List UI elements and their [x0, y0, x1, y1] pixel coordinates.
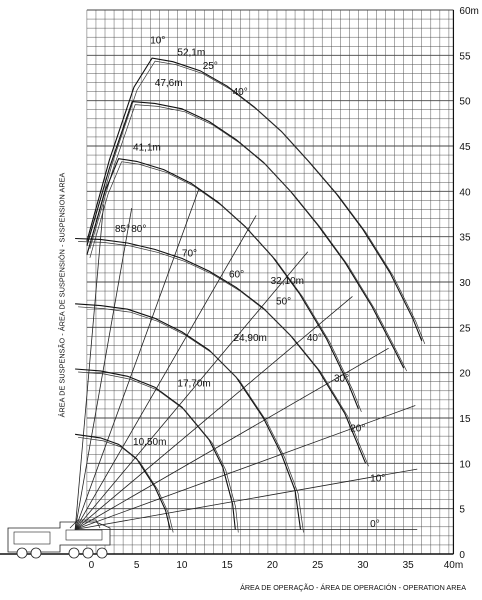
boom-length-label: 47,6m [154, 78, 183, 90]
jib-angle-label: 40° [232, 87, 248, 99]
chart-labels [89, 6, 479, 571]
angle-lines [75, 189, 417, 530]
boom-length-label: 10,50m [133, 437, 167, 449]
angle-line [75, 469, 417, 529]
y-tick-label: 45 [459, 142, 471, 153]
angle-label: 80° [131, 224, 147, 236]
angle-label: 85° [114, 224, 131, 236]
boom-length-label: 41,1m [133, 142, 161, 154]
y-axis-title: ÁREA DE SUSPENSÃO - ÁREA DE SUSPENSIÓN - SUSPENSION AREA [57, 172, 67, 418]
y-tick-label: 60m [459, 6, 479, 17]
angle-label: 60° [228, 269, 245, 281]
x-tick-label: 10 [176, 560, 188, 571]
series-line [78, 437, 173, 532]
y-tick-label: 20 [459, 368, 471, 380]
angle-label: 70° [181, 248, 198, 260]
x-tick-label: 20 [266, 560, 278, 571]
x-tick-label: 0 [88, 560, 95, 571]
angle-label: 10° [370, 473, 386, 485]
series-line [78, 242, 369, 467]
boom-length-label: 32,10m [270, 275, 304, 287]
angle-line [75, 189, 199, 530]
y-tick-label: 30 [459, 278, 471, 289]
y-tick-label: 35 [459, 232, 471, 244]
boom-length-label: 24,90m [233, 332, 267, 344]
y-tick-label: 5 [459, 504, 465, 516]
angle-label: 0° [370, 518, 380, 530]
y-tick-label: 25 [459, 323, 471, 335]
x-tick-label: 15 [221, 560, 233, 571]
y-tick-label: 15 [459, 414, 471, 425]
boom-length-label: 52,1m [177, 47, 206, 59]
x-tick-label: 30 [357, 560, 369, 571]
angle-label: 30° [333, 373, 350, 385]
jib-angle-label: 10° [150, 35, 166, 47]
angle-label: 50° [276, 296, 292, 308]
y-tick-label: 0 [459, 550, 465, 561]
x-tick-label: 40m [443, 560, 464, 571]
x-axis-title: ÁREA DE OPERAÇÃO - ÁREA DE OPERACIÓN - OPERATION AREA [240, 583, 466, 592]
jib-angle-label: 25° [202, 60, 218, 72]
series-line [90, 61, 425, 344]
x-tick-label: 35 [402, 560, 414, 571]
y-tick-label: 10 [459, 459, 471, 471]
y-tick-label: 55 [459, 51, 471, 63]
angle-label: 20° [350, 423, 366, 435]
angle-label: 40° [306, 332, 322, 344]
x-tick-label: 5 [133, 560, 140, 571]
x-tick-label: 25 [312, 560, 324, 571]
y-tick-label: 50 [459, 96, 471, 108]
boom-length-label: 17,70m [177, 378, 211, 390]
y-tick-label: 40 [459, 187, 471, 199]
angle-line [75, 204, 103, 529]
